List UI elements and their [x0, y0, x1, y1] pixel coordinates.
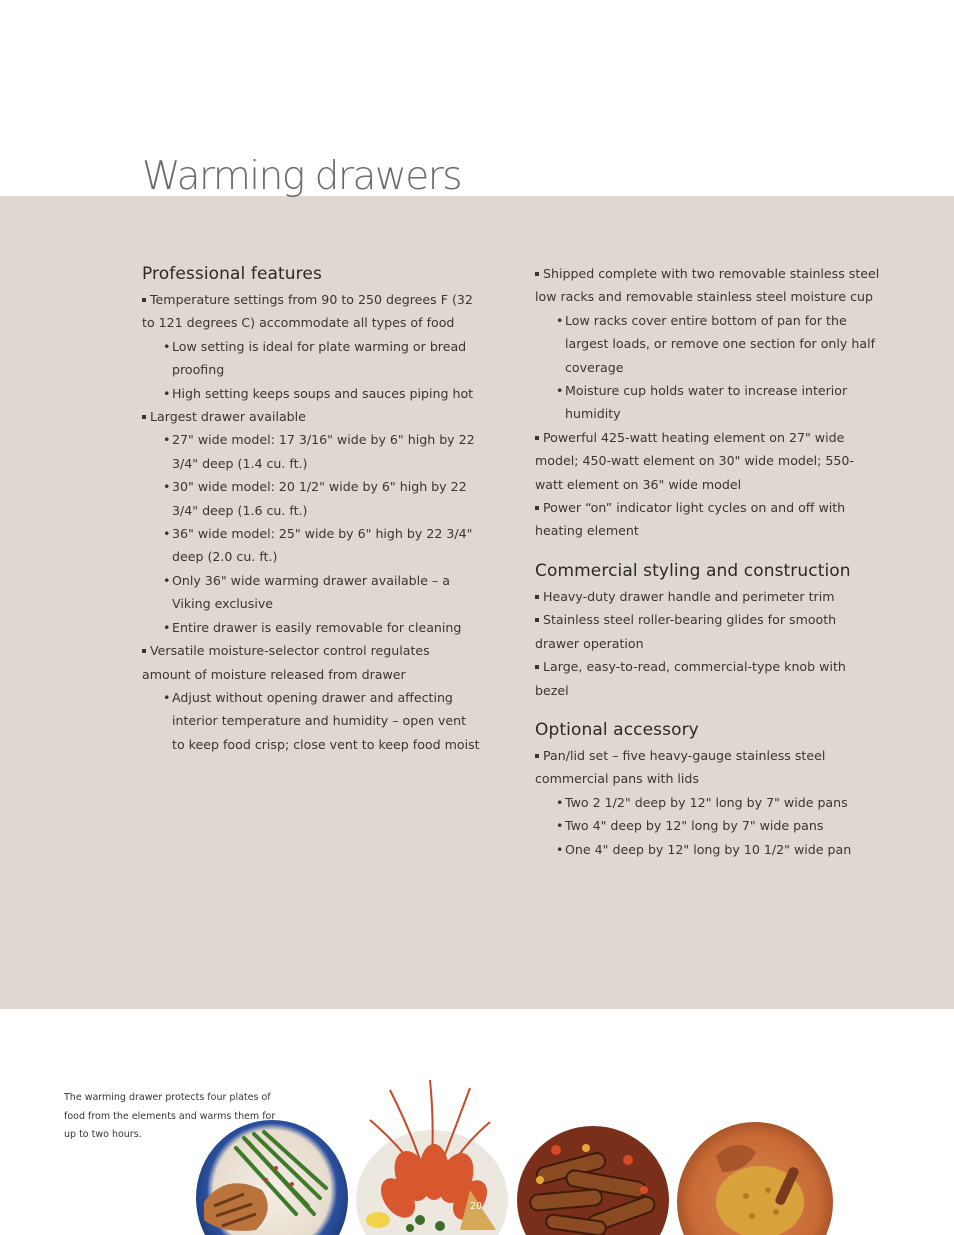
section-heading: Commercial styling and construction	[535, 560, 851, 581]
grilled-sausages-plate-icon	[516, 1120, 670, 1235]
section-professional-features	[142, 262, 482, 756]
right-column	[535, 262, 880, 877]
section-optional-accessory	[535, 718, 880, 861]
list-item: Pan/lid set – five heavy-gauge stainless steel commercial pans with lids	[535, 744, 880, 791]
sub-list-item: • 36" wide model: 25" wide by 6" high by 22 3/4" deep (2.0 cu. ft.)	[142, 522, 482, 569]
left-column	[142, 262, 482, 772]
shrimp-platter-icon	[350, 1080, 510, 1235]
sub-list-item: • Low racks cover entire bottom of pan for the largest loads, or remove one section for only half coverage	[535, 309, 880, 379]
list-item: Largest drawer available	[142, 405, 482, 428]
page-number: 20	[470, 1201, 483, 1212]
sub-list-item: • Moisture cup holds water to increase interior humidity	[535, 379, 880, 426]
section-heading: Professional features	[142, 264, 322, 284]
sub-list-item: • 27" wide model: 17 3/16" wide by 6" high by 22 3/4" deep (1.4 cu. ft.)	[142, 428, 482, 475]
list-item: Shipped complete with two removable stainless steel low racks and removable stainless steel moisture cup	[535, 262, 880, 309]
sub-list-item: • Two 2 1/2" deep by 12" long by 7" wide pans	[535, 791, 880, 814]
page-title: Warming drawers	[142, 154, 462, 199]
grilled-chicken-green-beans-plate-icon	[196, 1110, 348, 1235]
sub-list-item: • Entire drawer is easily removable for cleaning	[142, 616, 482, 639]
list-item: Versatile moisture-selector control regulates amount of moisture released from drawer	[142, 639, 482, 686]
list-item: Power “on” indicator light cycles on and off with heating element	[535, 496, 880, 543]
sub-list-item: • Two 4" deep by 12" long by 7" wide pans	[535, 814, 880, 837]
list-item: Large, easy-to-read, commercial-type knob with bezel	[535, 655, 880, 702]
section-heading: Optional accessory	[535, 719, 699, 740]
section-commercial-styling	[535, 559, 880, 702]
list-item: Heavy-duty drawer handle and perimeter trim	[535, 585, 880, 608]
sub-list-item: • Adjust without opening drawer and affecting interior temperature and humidity – open vent to keep food crisp; close vent to keep food moist	[142, 686, 482, 756]
sub-list-item: • High setting keeps soups and sauces piping hot	[142, 382, 482, 405]
sub-list-item: • 30" wide model: 20 1/2" wide by 6" high by 22 3/4" deep (1.6 cu. ft.)	[142, 475, 482, 522]
sub-list-item: • Only 36" wide warming drawer available – a Viking exclusive	[142, 569, 482, 616]
rice-dish-plate-icon	[676, 1116, 834, 1235]
list-item: Stainless steel roller-bearing glides for smooth drawer operation	[535, 608, 880, 655]
list-item: Temperature settings from 90 to 250 degrees F (32 to 121 degrees C) accommodate all types of food	[142, 288, 482, 335]
photo-caption: The warming drawer protects four plates of food from the elements and warms them for up to two hours.	[64, 1092, 276, 1141]
sub-list-item: • One 4" deep by 12" long by 10 1/2" wide pan	[535, 838, 880, 861]
section-shipped-features	[535, 262, 880, 543]
sub-list-item: • Low setting is ideal for plate warming or bread proofing	[142, 335, 482, 382]
list-item: Powerful 425-watt heating element on 27" wide model; 450-watt element on 30" wide model; 550-watt element on 36" wide model	[535, 426, 880, 496]
